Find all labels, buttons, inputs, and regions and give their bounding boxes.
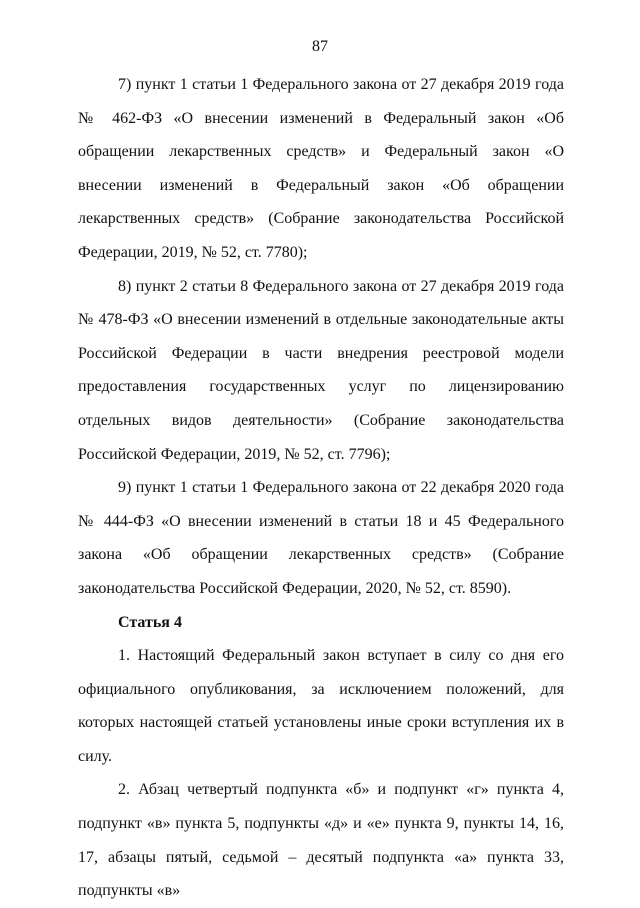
document-body [78,68,564,908]
list-item: 9) пункт 1 статьи 1 Федерального закона от 22 декабря 2020 года № 444-ФЗ «О внесении изменений в статьи 18 и 45 Федерального закона «Об обращении лекарственных средств» (Собрание законодательства Российской Федерации, 2020, № 52, ст. 8590). [78,479,564,597]
article-heading: Статья 4 [118,613,182,631]
article-paragraph: 2. Абзац четвертый подпункта «б» и подпункт «г» пункта 4, подпункт «в» пункта 5, подпункты «д» и «е» пункта 9, пункты 14, 16, 17, абзацы пятый, седьмой – десятый подпункта «а» пункта 33, подпункты «в» [78,781,564,900]
list-item: 8) пункт 2 статьи 8 Федерального закона от 27 декабря 2019 года № 478-ФЗ «О внесении изменений в отдельные законодательные акты Российской Федерации в части внедрения реестровой модели предоставления государственных услуг по лицензированию отдельных видов деятельности» (Собрание законодательства Российской Федерации, 2019, № 52, ст. 7796); [78,277,564,463]
article-paragraph: 1. Настоящий Федеральный закон вступает в силу со дня его официального опубликования, за исключением положений, для которых настоящей статьей установлены иные сроки вступления их в силу. [78,647,564,765]
page-number: 87 [312,38,328,55]
list-item: 7) пункт 1 статьи 1 Федерального закона от 27 декабря 2019 года № 462-ФЗ «О внесении изменений в Федеральный закон «Об обращении лекарственных средств» и Федеральный закон «О внесении изменений в Федеральный закон «Об обращении лекарственных средств» (Собрание законодательства Российской Федерации, 2019, № 52, ст. 7780); [78,76,564,261]
